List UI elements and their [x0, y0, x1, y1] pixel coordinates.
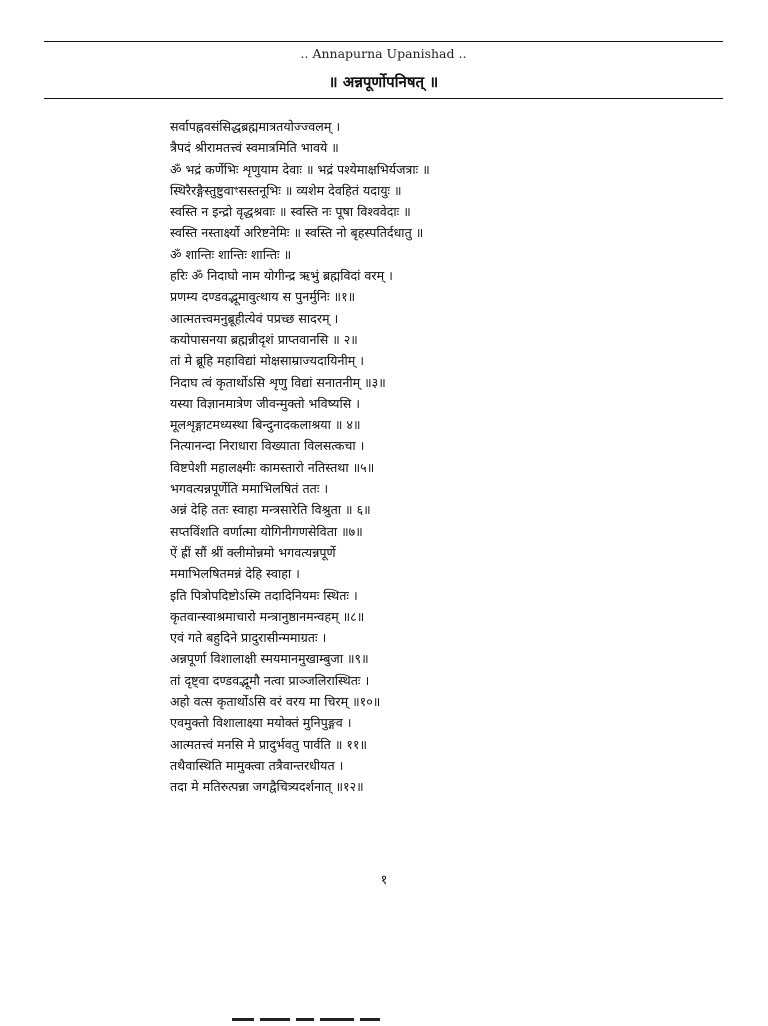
verse-line: कयोपासनया ब्रह्मन्नीदृशं प्राप्तवानसि ॥ २॥ [170, 331, 358, 347]
verse-line: तदा मे मतिरुत्पन्ना जगद्वैचित्र्यदर्शनात् ॥१२॥ [170, 779, 364, 795]
document-title: ॥ अन्नपूर्णोपनिषत् ॥ [328, 73, 439, 91]
verse-line: आत्मतत्त्वमनुब्रूहीत्येवं पप्रच्छ सादरम् । [170, 310, 339, 326]
verse-line: एवमुक्तो विशालाक्ष्या मयोक्तं मुनिपुङ्गव । [170, 715, 352, 731]
verse-line: प्रणम्य दण्डवद्भूमावुत्थाय स पुनर्मुनिः ॥१॥ [170, 289, 356, 305]
document-running-title: .. Annapurna Upanishad .. [300, 46, 467, 61]
verse-line: भगवत्यन्नपूर्णेति ममाभिलषितं ततः । [170, 481, 329, 497]
verse-line: त्रैपदं श्रीरामतत्त्वं स्वमात्रमिति भावये ॥ [170, 140, 339, 156]
verse-line: स्थिरैरङ्गैस्तुष्टुवाꣳसस्तनूभिः ॥ व्यशेम देवहितं यदायुः ॥ [170, 182, 402, 198]
verse-line: यस्या विज्ञानमात्रेण जीवन्मुक्तो भविष्यसि । [170, 395, 360, 411]
verse-line: तां दृष्ट्वा दण्डवद्भूमौ नत्वा प्राञ्जलिरास्थितः । [170, 672, 370, 688]
next-page-text-edge [232, 1018, 392, 1026]
verse-line: स्वस्ति नस्तार्क्ष्यो अरिष्टनेमिः ॥ स्वस्ति नो बृहस्पतिर्दधातु ॥ [170, 225, 424, 241]
verse-line: नित्यानन्दा निराधारा विख्याता विलसत्कचा । [170, 438, 365, 454]
header-top-rule [44, 41, 723, 42]
verse-line: सप्तविंशति वर्णात्मा योगिनीगणसेविता ॥७॥ [170, 523, 363, 539]
verse-line: इति पित्रोपदिष्टोऽस्मि तदादिनियमः स्थितः । [170, 587, 358, 603]
verse-line: तां मे ब्रूहि महाविद्यां मोक्षसाम्राज्यदायिनीम् । [170, 353, 365, 369]
verse-line: तथैवास्थिति मामुक्त्वा तत्रैवान्तरधीयत । [170, 757, 344, 773]
verse-line: ऐं ह्रीं सौं श्रीं क्लीमोन्नमो भगवत्यन्नपूर्णे [170, 544, 336, 560]
verse-text-block [170, 116, 590, 798]
verse-line: अन्नपूर्णा विशालाक्षी स्मयमानमुखाम्बुजा ॥९॥ [170, 651, 369, 667]
verse-line: ॐ भद्रं कर्णेभिः शृणुयाम देवाः ॥ भद्रं पश्येमाक्षभिर्यजत्राः ॥ [170, 161, 430, 177]
verse-line: कृतवान्स्वाश्रमाचारो मन्त्रानुष्ठानमन्वहम् ॥८॥ [170, 608, 365, 624]
header-bottom-rule [44, 98, 723, 99]
verse-line: आत्मतत्त्वं मनसि मे प्रादुर्भवतु पार्वति ॥ ११॥ [170, 736, 368, 752]
verse-line: मूलशृङ्गाटमध्यस्था बिन्दुनादकलाश्रया ॥ ४॥ [170, 417, 361, 433]
verse-line: ममाभिलषितमन्नं देहि स्वाहा । [170, 566, 300, 582]
page-number: १ [380, 873, 388, 888]
verse-line: निदाघ त्वं कृतार्थोऽसि शृणु विद्यां सनातनीम् ॥३॥ [170, 374, 386, 390]
verse-line: ॐ शान्तिः शान्तिः शान्तिः ॥ [170, 246, 292, 262]
verse-line: एवं गते बहुदिने प्रादुरासीन्ममाग्रतः । [170, 630, 327, 646]
verse-line: हरिः ॐ निदाघो नाम योगीन्द्र ऋभुं ब्रह्मविदां वरम् । [170, 268, 393, 284]
verse-line: सर्वापह्नवसंसिद्धब्रह्ममात्रतयोज्ज्वलम् । [170, 119, 341, 134]
verse-line: अहो वत्स कृतार्थोऽसि वरं वरय मा चिरम् ॥१०॥ [170, 694, 381, 710]
verse-line: अन्नं देहि ततः स्वाहा मन्त्रसारेति विश्रुता ॥ ६॥ [170, 502, 371, 518]
verse-line: स्वस्ति न इन्द्रो वृद्धश्रवाः ॥ स्वस्ति नः पूषा विश्ववेदाः ॥ [170, 204, 411, 220]
verse-line: विष्टपेशी महालक्ष्मीः कामस्तारो नतिस्तथा ॥५॥ [170, 459, 375, 475]
